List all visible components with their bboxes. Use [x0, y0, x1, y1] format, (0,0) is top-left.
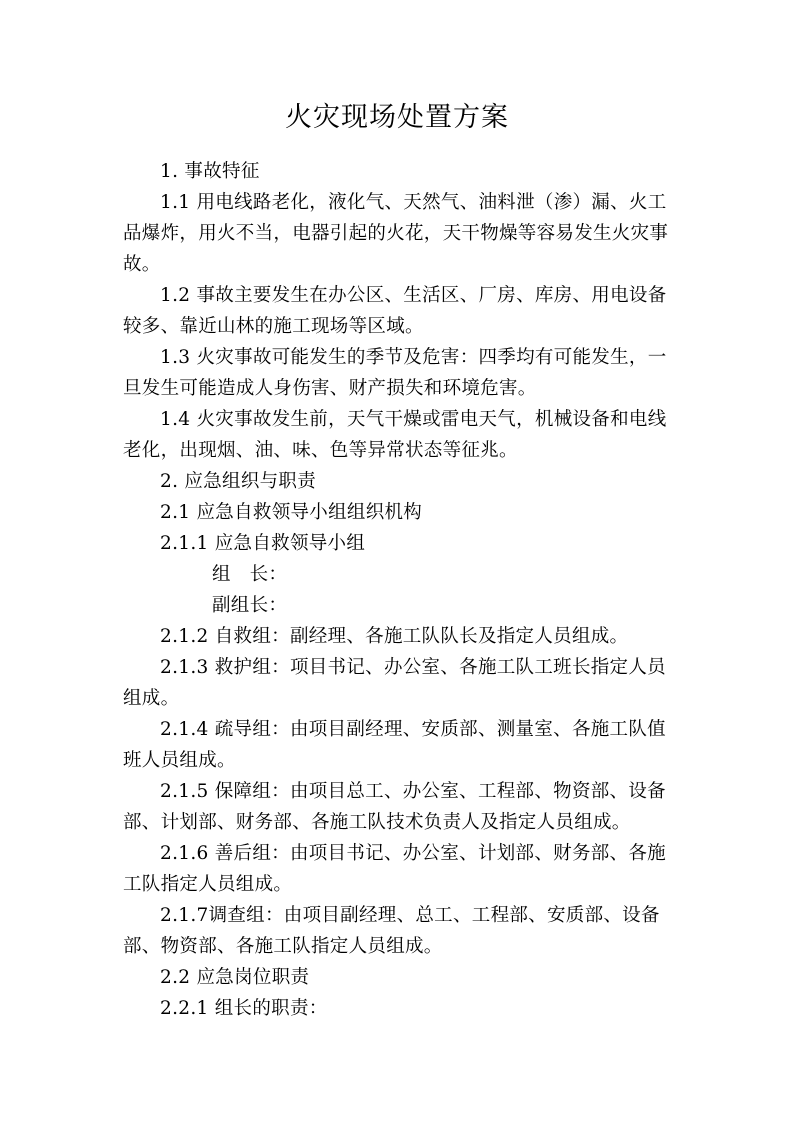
subsection-heading: 2.1.1 应急自救领导小组 [160, 533, 366, 554]
paragraph: 2.1.2 自救组：副经理、各施工队队长及指定人员组成。 [160, 626, 629, 647]
section-heading: 1. 事故特征 [160, 161, 260, 182]
paragraph: 1.3 火灾事故可能发生的季节及危害：四季均有可能发生，一旦发生可能造成人身伤害、财产损失和环境危害。 [123, 347, 667, 399]
paragraph: 2.1.5 保障组：由项目总工、办公室、工程部、物资部、设备部、计划部、财务部、各施工队技术负责人及指定人员组成。 [123, 781, 666, 833]
subsection-heading: 2.2 应急岗位职责 [160, 967, 310, 988]
subsection-heading: 2.2.1 组长的职责： [160, 998, 328, 1019]
paragraph: 1.1 用电线路老化，液化气、天然气、油料泄（渗）漏、火工品爆炸，用火不当，电器引起的火花，天干物燥等容易发生火灾事故。 [123, 192, 669, 275]
subsection-heading: 2.1 应急自救领导小组组织机构 [160, 502, 423, 523]
leader-line: 组 长： [212, 564, 288, 585]
paragraph: 2.1.4 疏导组：由项目副经理、安质部、测量室、各施工队值班人员组成。 [123, 719, 666, 771]
document-title: 火灾现场处置方案 [285, 102, 509, 133]
paragraph: 1.2 事故主要发生在办公区、生活区、厂房、库房、用电设备较多、靠近山林的施工现场等区域。 [123, 285, 667, 337]
paragraph: 1.4 火灾事故发生前，天气干燥或雷电天气，机械设备和电线老化，出现烟、油、味、色等异常状态等征兆。 [123, 409, 667, 461]
paragraph: 2.1.7调查组：由项目副经理、总工、工程部、安质部、设备部、物资部、各施工队指定人员组成。 [123, 905, 660, 957]
document-body [123, 156, 673, 1024]
deputy-leader-line: 副组长： [212, 595, 288, 616]
paragraph: 2.1.6 善后组：由项目书记、办公室、计划部、财务部、各施工队指定人员组成。 [123, 843, 666, 895]
section-heading: 2. 应急组织与职责 [160, 471, 317, 492]
paragraph: 2.1.3 救护组：项目书记、办公室、各施工队工班长指定人员组成。 [123, 657, 666, 709]
